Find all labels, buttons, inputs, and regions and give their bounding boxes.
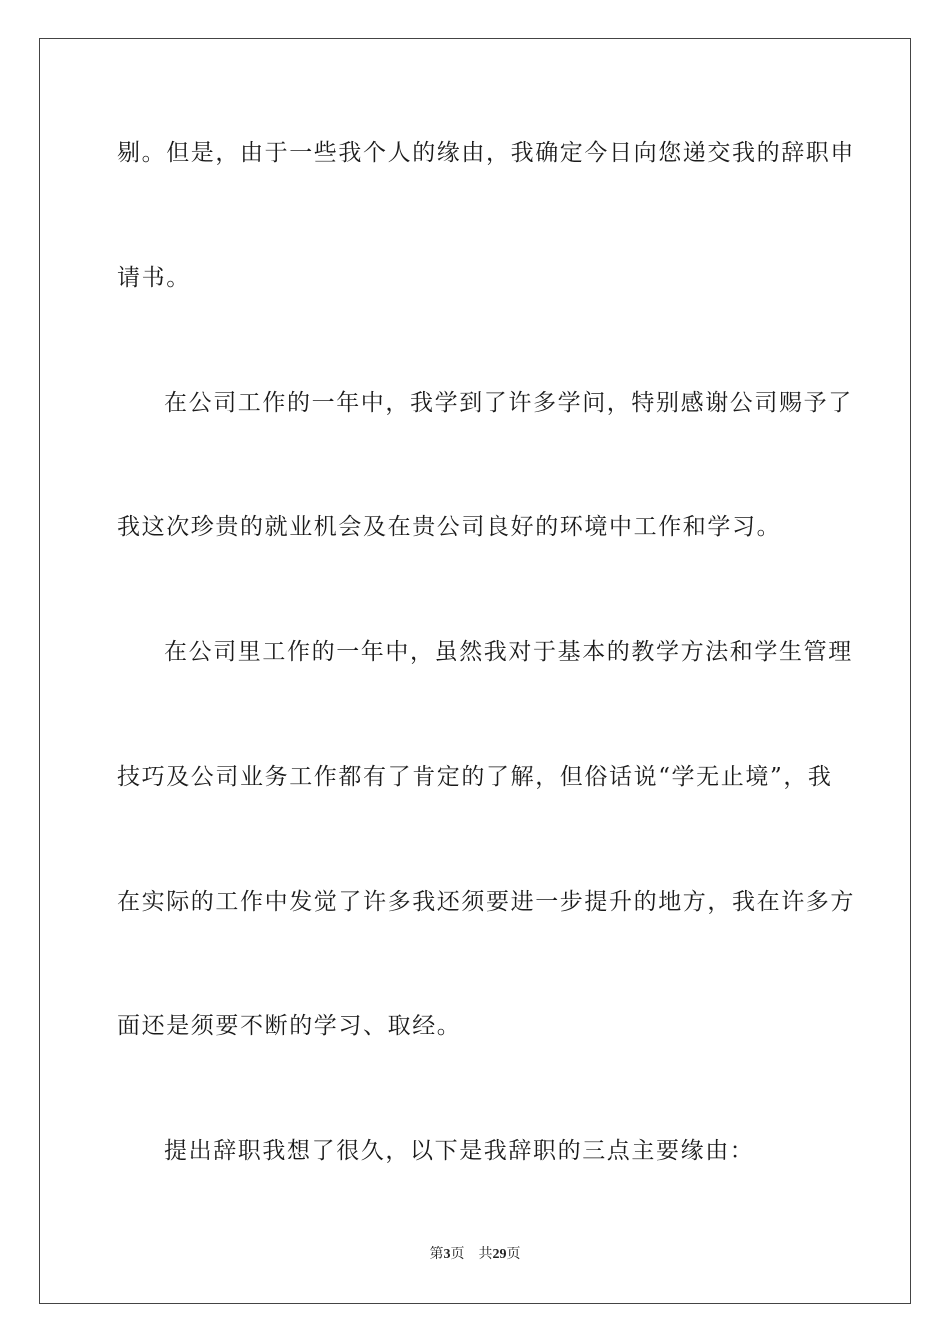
page-border (39, 38, 911, 1304)
total-suffix: 页 (506, 1246, 521, 1262)
body-text-line: 请书。 (117, 265, 191, 291)
body-text-line: 我这次珍贵的就业机会及在贵公司良好的环境中工作和学习。 (117, 514, 782, 540)
body-text-line: 在公司里工作的一年中，虽然我对于基本的教学方法和学生管理 (164, 639, 853, 665)
page-number: 3 (443, 1247, 451, 1262)
body-text-line: 提出辞职我想了很久，以下是我辞职的三点主要缘由： (164, 1138, 755, 1164)
body-text-line: 面还是须要不断的学习、取经。 (117, 1013, 462, 1039)
page-footer (0, 1244, 950, 1265)
body-text-line: 技巧及公司业务工作都有了肯定的了解，但俗话说“学无止境”，我 (117, 764, 833, 790)
page-suffix: 页 (450, 1246, 465, 1262)
total-pages: 29 (492, 1247, 507, 1262)
body-text-line: 剔。但是，由于一些我个人的缘由，我确定今日向您递交我的辞职申 (117, 140, 855, 166)
total-prefix: 共 (478, 1246, 493, 1262)
body-text-line: 在公司工作的一年中，我学到了许多学问，特别感谢公司赐予了 (164, 390, 853, 416)
page-prefix: 第 (429, 1246, 444, 1262)
body-text-line: 在实际的工作中发觉了许多我还须要进一步提升的地方，我在许多方 (117, 889, 855, 915)
